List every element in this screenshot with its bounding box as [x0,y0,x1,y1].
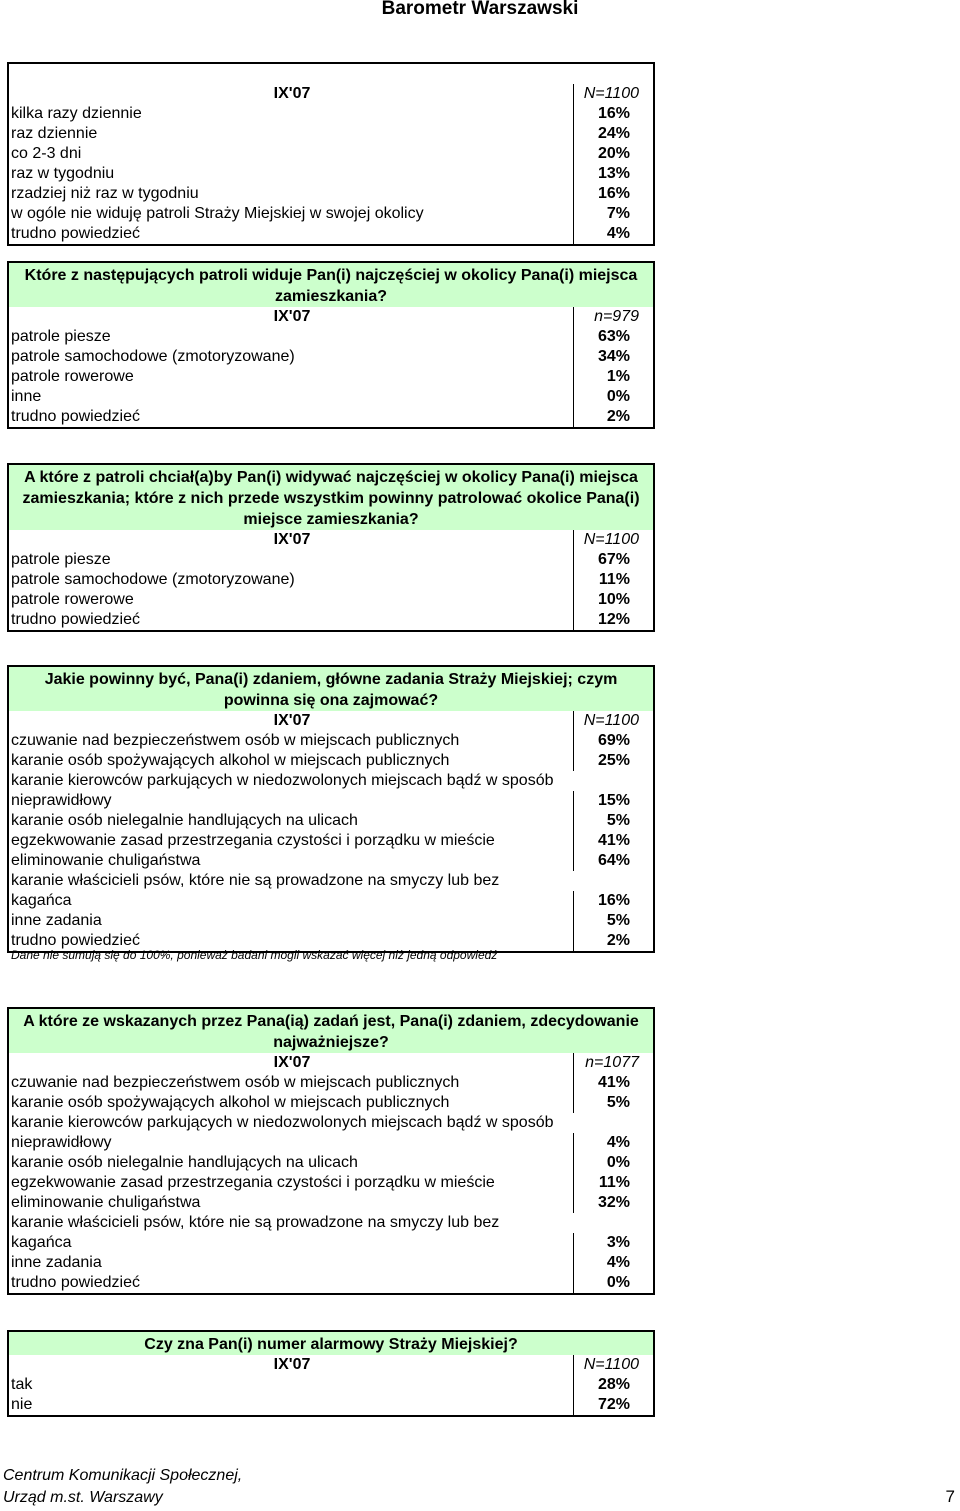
table-row [9,1273,653,1293]
row-value: 4% [573,1253,653,1273]
table-row [9,1253,653,1273]
table-row [9,184,653,204]
row-value: 0% [573,1273,653,1293]
row-label: w ogóle nie widuję patroli Straży Miejskiej w swojej okolicy [11,205,424,222]
sample-size: n=979 [573,307,653,327]
table-row [9,124,653,144]
row-value: 16% [573,104,653,124]
question-heading: Jakie powinny być, Pana(i) zdaniem, główne zadania Straży Miejskiej; czym powinna się ona zajmować? [9,667,653,711]
table-row [9,1093,653,1113]
row-label: trudno powiedzieć [11,408,140,425]
row-label: karanie kierowców parkujących w niedozwolonych miejscach bądź w sposób nieprawidłowy [11,1114,554,1151]
footer-org: Centrum Komunikacji Społecznej, [3,1467,243,1484]
wave-label: IX'07 [273,308,311,325]
row-label: karanie właścicieli psów, które nie są prowadzone na smyczy lub bez kagańca [11,872,500,909]
page-header-title: Barometr Warszawski [381,0,579,19]
row-value: 11% [573,570,653,590]
row-value: 0% [573,387,653,407]
row-label: trudno powiedzieć [11,932,140,949]
table-row [9,911,653,931]
wave-label: IX'07 [273,531,311,548]
table-row [9,1113,653,1153]
table-row [9,550,653,570]
row-value: 5% [573,1093,653,1113]
row-label: czuwanie nad bezpieczeństwem osób w miejscach publicznych [11,732,460,749]
wave-row [9,1355,653,1375]
row-value: 69% [573,731,653,751]
table-row [9,811,653,831]
row-value: 72% [573,1395,653,1415]
table-row [9,851,653,871]
table-row [9,224,653,244]
survey-table [7,62,655,246]
row-label: inne [11,388,42,405]
row-label: egzekwowanie zasad przestrzegania czystości i porządku w mieście [11,1174,495,1191]
table-row [9,1173,653,1193]
survey-table [7,261,655,429]
table-row [9,570,653,590]
table-row [9,387,653,407]
footer-office: Urząd m.st. Warszawy [3,1489,163,1506]
row-value: 67% [573,550,653,570]
row-label: trudno powiedzieć [11,611,140,628]
survey-table [7,1330,655,1417]
row-value: 3% [573,1233,653,1253]
row-value: 5% [573,911,653,931]
row-label: trudno powiedzieć [11,1274,140,1291]
row-label: patrole rowerowe [11,368,134,385]
row-label: eliminowanie chuligaństwa [11,1194,201,1211]
row-value: 4% [573,1133,653,1153]
row-value: 10% [573,590,653,610]
question-heading: Które z następujących patroli widuje Pan(i) najczęściej w okolicy Pana(i) miejsca zamieszkania? [9,263,653,307]
header-spacer [9,64,653,84]
row-label: karanie kierowców parkujących w niedozwolonych miejscach bądź w sposób nieprawidłowy [11,772,554,809]
table-row [9,1073,653,1093]
row-label: czuwanie nad bezpieczeństwem osób w miejscach publicznych [11,1074,460,1091]
row-label: raz dziennie [11,125,98,142]
sample-size: N=1100 [573,530,653,550]
row-value: 15% [573,791,653,811]
row-value: 2% [573,407,653,427]
row-label: tak [11,1376,33,1393]
table-row [9,347,653,367]
row-value: 16% [573,184,653,204]
row-label: karanie osób nielegalnie handlujących na ulicach [11,812,358,829]
row-value: 4% [573,224,653,244]
row-label: patrole samochodowe (zmotoryzowane) [11,571,295,588]
table-row [9,751,653,771]
table-row [9,204,653,224]
sample-size: N=1100 [573,84,653,104]
row-value: 63% [573,327,653,347]
sample-size: N=1100 [573,1355,653,1375]
row-label: karanie osób nielegalnie handlujących na ulicach [11,1154,358,1171]
row-value: 32% [573,1193,653,1213]
row-value: 34% [573,347,653,367]
row-value: 1% [573,367,653,387]
row-label: karanie właścicieli psów, które nie są prowadzone na smyczy lub bez kagańca [11,1214,500,1251]
row-label: patrole samochodowe (zmotoryzowane) [11,348,295,365]
table-row [9,144,653,164]
table-row [9,1213,653,1253]
footnote: Dane nie sumują się do 100%, ponieważ badani mogli wskazać więcej niż jedną odpowiedź [11,948,498,962]
table-row [9,831,653,851]
sample-size: n=1077 [573,1053,653,1073]
wave-label: IX'07 [273,1054,311,1071]
table-row [9,1375,653,1395]
row-value: 7% [573,204,653,224]
row-label: patrole rowerowe [11,591,134,608]
row-value: 2% [573,931,653,951]
survey-table [7,463,655,632]
table-row [9,590,653,610]
wave-label: IX'07 [273,712,311,729]
row-label: karanie osób spożywających alkohol w miejscach publicznych [11,1094,450,1111]
question-heading: A które z patroli chciał(a)by Pan(i) widywać najczęściej w okolicy Pana(i) miejsca zamieszkania; które z nich przede wszystkim powinny patrolować okolice Pana(i) miejsce zamieszkania? [9,465,653,530]
table-row [9,164,653,184]
row-value: 16% [573,891,653,911]
page-number: 7 [945,1487,955,1506]
wave-row [9,307,653,327]
table-row [9,104,653,124]
wave-row [9,530,653,550]
survey-table [7,1007,655,1295]
wave-label: IX'07 [273,1356,311,1373]
row-value: 25% [573,751,653,771]
wave-row [9,84,653,104]
row-label: kilka razy dziennie [11,105,142,122]
row-label: inne zadania [11,912,102,929]
table-row [9,407,653,427]
row-label: karanie osób spożywających alkohol w miejscach publicznych [11,752,450,769]
row-value: 0% [573,1153,653,1173]
survey-table [7,665,655,953]
row-label: co 2-3 dni [11,145,82,162]
row-value: 41% [573,1073,653,1093]
table-row [9,1153,653,1173]
row-value: 11% [573,1173,653,1193]
table-row [9,327,653,347]
row-label: raz w tygodniu [11,165,115,182]
wave-row [9,711,653,731]
row-label: eliminowanie chuligaństwa [11,852,201,869]
row-value: 12% [573,610,653,630]
question-heading: A które ze wskazanych przez Pana(ią) zadań jest, Pana(i) zdaniem, zdecydowanie najważniejsze? [9,1009,653,1053]
row-value: 13% [573,164,653,184]
wave-row [9,1053,653,1073]
row-value: 64% [573,851,653,871]
table-row [9,1395,653,1415]
row-label: rzadziej niż raz w tygodniu [11,185,199,202]
row-label: trudno powiedzieć [11,225,140,242]
table-row [9,731,653,751]
row-label: patrole piesze [11,551,111,568]
table-row [9,871,653,911]
table-row [9,771,653,811]
row-label: patrole piesze [11,328,111,345]
row-value: 28% [573,1375,653,1395]
wave-label: IX'07 [273,85,311,102]
row-value: 5% [573,811,653,831]
sample-size: N=1100 [573,711,653,731]
row-label: nie [11,1396,33,1413]
row-label: inne zadania [11,1254,102,1271]
row-value: 20% [573,144,653,164]
question-heading: Czy zna Pan(i) numer alarmowy Straży Miejskiej? [9,1332,653,1355]
table-row [9,1193,653,1213]
table-row [9,610,653,630]
table-row [9,367,653,387]
row-label: egzekwowanie zasad przestrzegania czystości i porządku w mieście [11,832,495,849]
row-value: 41% [573,831,653,851]
row-value: 24% [573,124,653,144]
